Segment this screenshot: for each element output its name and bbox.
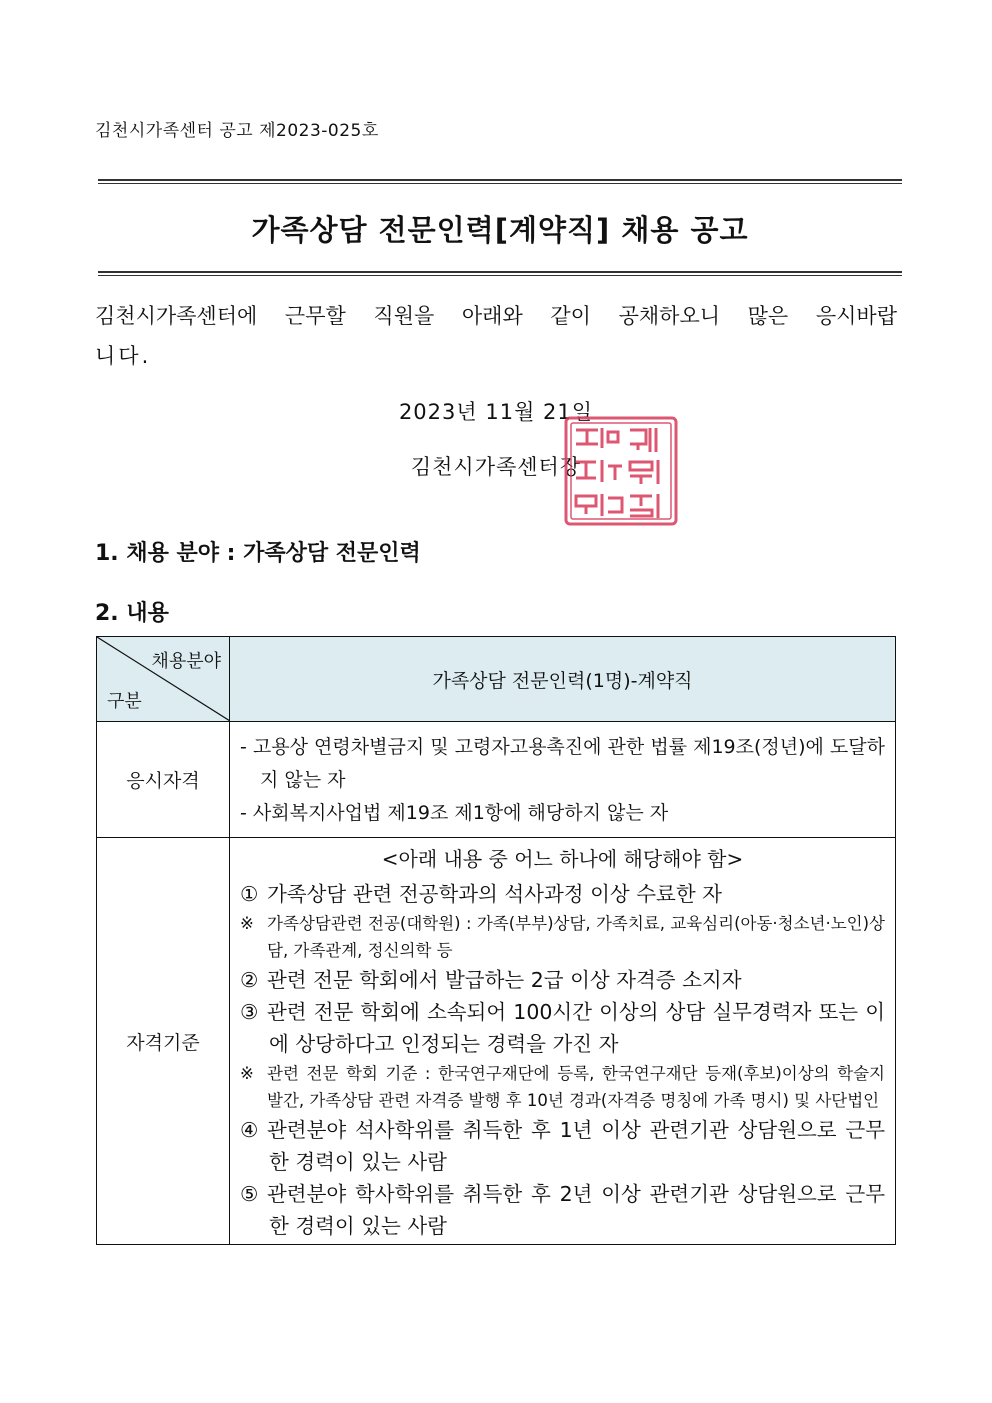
eligibility-item: - 고용상 연령차별금지 및 고령자고용촉진에 관한 법률 제19조(정년)에 도달하지 않는 자 [240, 736, 885, 791]
notice-date: 2023년 11월 21일 [398, 400, 594, 424]
criteria-item: ② 관련 전문 학회에서 발급하는 2급 이상 자격증 소지자 [240, 968, 742, 992]
recruitment-table [96, 636, 896, 1245]
table-header-row [97, 637, 896, 722]
table-row-criteria [97, 838, 896, 1245]
table-row-eligibility [97, 722, 896, 838]
header-corner-cell [97, 637, 230, 722]
criteria-item: ④ 관련분야 석사학위를 취득한 후 1년 이상 관련기관 상담원으로 근무한 경력이 있는 사람 [240, 1118, 885, 1174]
header-category-label: 구분 [107, 691, 142, 712]
title-rule-bottom [98, 271, 902, 276]
criteria-note: ※ 관련 전문 학회 기준 : 한국연구재단에 등록, 한국연구재단 등재(후보)이상의 학술지 발간, 가족상담 관련 자격증 발행 후 10년 경과(자격증 명칭에 가족 명시) 및 사단법인 [240, 1064, 885, 1110]
notice-number: 김천시가족센터 공고 제2023-025호 [95, 121, 379, 141]
intro-line-1: 김천시가족센터에 근무할 직원을 아래와 같이 공채하오니 많은 응시바랍 [95, 304, 897, 328]
header-main-cell: 가족상담 전문인력(1명)-계약직 [230, 637, 896, 722]
criteria-content [230, 838, 896, 1245]
section-1-heading: 1. 채용 분야 : 가족상담 전문인력 [95, 541, 421, 566]
section-2-heading: 2. 내용 [95, 601, 169, 626]
intro-line-2: 니다. [95, 344, 152, 368]
criteria-item: ⑤ 관련분야 학사학위를 취득한 후 2년 이상 관련기관 상담원으로 근무한 경력이 있는 사람 [240, 1182, 885, 1238]
criteria-item: ③ 관련 전문 학회에 소속되어 100시간 이상의 상담 실무경력자 또는 이에 상당하다고 인정되는 경력을 가진 자 [240, 1000, 885, 1056]
signer-name: 김천시가족센터장 [410, 455, 582, 479]
eligibility-item: - 사회복지사업법 제19조 제1항에 해당하지 않는 자 [240, 802, 669, 824]
eligibility-label: 응시자격 [97, 722, 230, 838]
page-title: 가족상담 전문인력[계약직] 채용 공고 [251, 213, 749, 247]
criteria-title: <아래 내용 중 어느 하나에 해당해야 함> [381, 847, 744, 871]
title-rule-top [98, 179, 902, 184]
criteria-note: ※ 가족상담관련 전공(대학원) : 가족(부부)상담, 가족치료, 교육심리(아동·청소년·노인)상담, 가족관계, 정신의학 등 [240, 914, 885, 960]
official-seal-icon [562, 414, 680, 528]
eligibility-content [230, 722, 896, 838]
header-field-label: 채용분야 [151, 651, 221, 672]
criteria-label: 자격기준 [97, 838, 230, 1245]
criteria-item: ① 가족상담 관련 전공학과의 석사과정 이상 수료한 자 [240, 882, 722, 906]
